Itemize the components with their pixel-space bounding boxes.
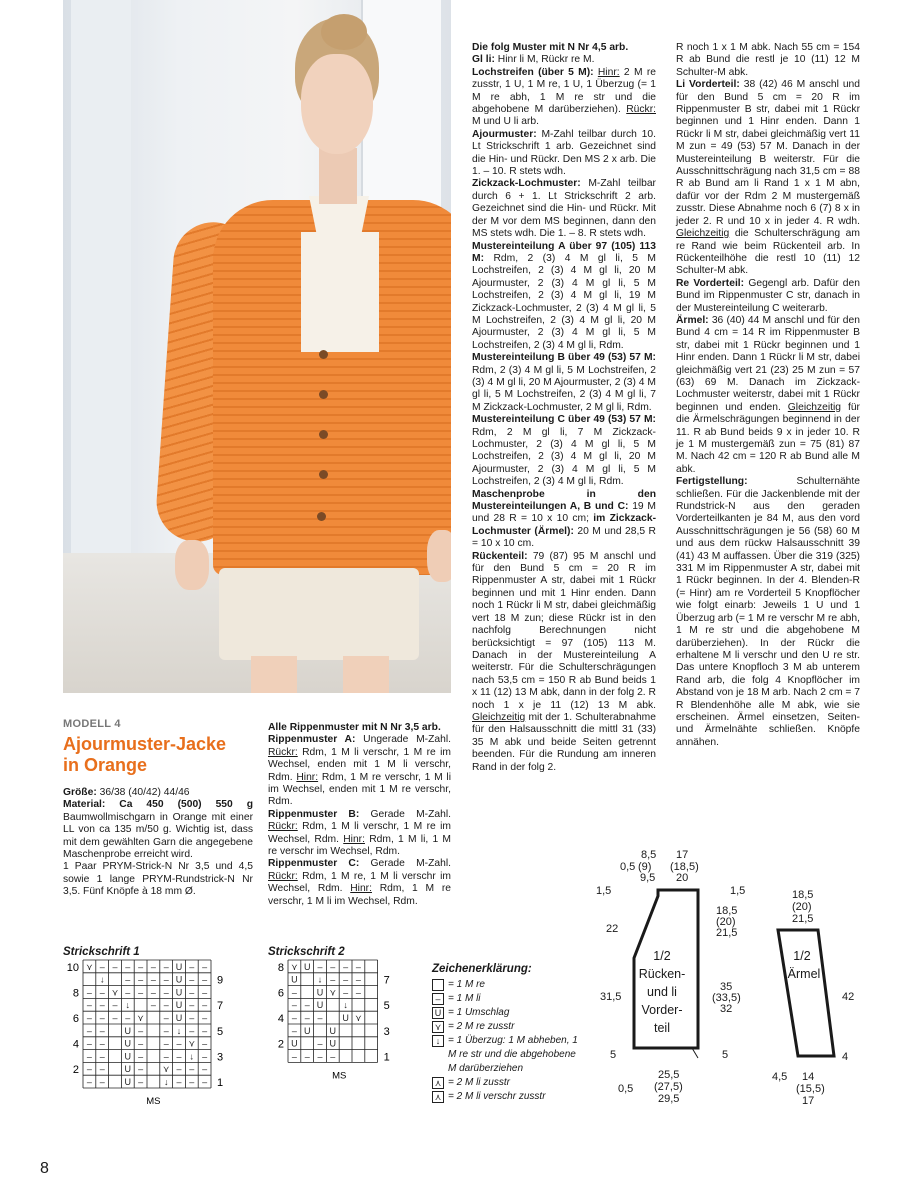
chart2-grid <box>268 960 408 1100</box>
eyelet-right-side-text: 2 M re zusstr, 1 U, 1 M re, 1 U, 1 Überzug (= 1 M re abh, 1 M re str und die abgehobene M darüberziehen). <box>472 66 656 116</box>
chart-symbol: ↓ <box>343 1000 348 1011</box>
reverse-stockinette-label: Gl li: <box>472 54 495 66</box>
chart-row-number: 2 <box>72 1064 79 1077</box>
left-front-text-b: die Schulterschrägung am re Rand wie beim Rückenteil arb. In Rückenteilhöhe die restl 10 (11) 12 Schulter-M abk. <box>676 228 860 277</box>
chart-symbol: – <box>86 987 92 998</box>
chart-symbol: – <box>202 974 208 985</box>
chart-symbol: – <box>202 1025 208 1036</box>
chart-symbol: ⋎ <box>329 987 337 998</box>
rib-a-text: Ungerade M-Zahl. <box>363 734 451 746</box>
chart-symbol: U <box>291 1038 298 1049</box>
legend-item <box>432 1076 582 1090</box>
chart-symbol: – <box>112 961 118 972</box>
model-number-label: MODELL 4 <box>63 718 121 730</box>
chart-symbol: ↓ <box>125 1000 131 1011</box>
chart-symbol: – <box>202 1038 208 1049</box>
dim-neck-1: 8,5 <box>641 849 657 861</box>
chart-symbol: ↓ <box>176 1025 182 1036</box>
page-number: 8 <box>40 1160 49 1177</box>
chart-symbol: – <box>202 1013 208 1023</box>
rib-a-right-side-text: Rdm, 1 M re verschr, 1 M li im Wechsel, enden mit 1 M re verschr, Rdm. <box>268 771 451 808</box>
back-text-a: 79 (87) 95 M anschl und für den Bund 5 cm = 20 R im Rippenmuster A str, dabei mit 1 Rückr beginnen und mit 1 Hinr enden. Dann noch 1 Rückr li M str, dabei gleichmäßig vert 18 M zun; diese Rückr ist in den nachfolg Berechnungen nicht berücksichtigt = 97 (105) 113 M. Danach in der Mustereinteilung A weiterstr. Für die Schulterschrägungen nach 53,5 cm = 150 R ab Bund beids 1 x 11 (12) 13 M abk, dann in der folg 2. R noch 1 x je 11 (12) 13 M abk. <box>472 550 656 711</box>
dim-neck-3: 9,5 <box>640 872 656 884</box>
chart-symbol: – <box>86 1064 92 1075</box>
chart-symbol: – <box>112 1000 118 1011</box>
dim-05-top: 0,5 <box>620 861 636 873</box>
dim-05-bottom: 0,5 <box>618 1083 634 1095</box>
right-front-text: Gegengl arb. Dafür den Bund im Rippenmuster C str, danach in der Mustereinteilung C weiterarb. <box>676 277 860 314</box>
legend-item <box>432 978 582 992</box>
chart-symbol: – <box>163 1013 169 1023</box>
chart-symbol: – <box>176 1038 182 1049</box>
chart-symbol: – <box>189 1000 195 1011</box>
layout-c-label: Mustereinteilung C über 49 (53) 57 M: <box>472 414 656 426</box>
body-label-4: Vorder- <box>641 1003 683 1017</box>
layout-b-text: Rdm, 2 (3) 4 M gl li, 5 M Lochstreifen, 2 (3) 4 M gl li, 20 M Ajourmuster, 2 (3) 4 M gl li, 5 M Lochstreifen, 2 (3) 4 M gl li, 7 M Zickzack-Lochmuster, 2 M gl li, Rdm. <box>472 364 656 413</box>
dim-bund-left: 5 <box>610 1049 617 1061</box>
rib-c-wrong-side-text: Rdm, 1 M re, 1 M li verschr im Wechsel, Rdm. <box>268 870 451 895</box>
layout-a-label: Mustereinteilung A über 97 (105) 113 M: <box>472 240 656 264</box>
chart-symbol: – <box>304 1013 310 1023</box>
chart-symbol: – <box>202 1051 208 1062</box>
chart2-title: Strickschrift 2 <box>268 946 345 958</box>
p2tog-symbol-icon: ⋏ <box>432 1077 444 1089</box>
dim-width-3: 29,5 <box>658 1093 680 1105</box>
chart-symbol: U <box>124 1077 132 1087</box>
dim-neck-2: (9) <box>638 861 652 873</box>
chart-symbol: – <box>86 1077 92 1087</box>
gauge-zigzag-label: im Zickzack-Lochmuster (Ärmel): <box>472 513 656 537</box>
gauge-label: Maschenprobe in den Mustereinteilungen A, B und C: <box>472 488 656 513</box>
gauge-text: 19 M und 28 R = 10 x 10 cm; <box>472 501 656 525</box>
chart-symbol: ↓ <box>163 1077 169 1087</box>
instructions-column-1 <box>472 42 656 774</box>
chart-symbol: – <box>163 987 169 998</box>
chart-symbol: U <box>342 1013 349 1023</box>
sleeve-schematic <box>764 880 864 1110</box>
chart-symbol: ⋎ <box>162 1064 170 1075</box>
chart-symbol: – <box>176 1051 182 1062</box>
p2tog-tbl-symbol-icon: ⋏ <box>432 1091 444 1103</box>
chart-symbol: – <box>355 961 361 972</box>
sleeve-width-1: 14 <box>802 1071 815 1083</box>
chart-symbol: – <box>163 1051 169 1062</box>
chart-symbol: – <box>330 974 336 985</box>
eyelet-stripe-label: Lochstreifen (über 5 M): <box>472 66 594 78</box>
model-photo <box>63 0 451 693</box>
chart-row-number: 4 <box>277 1013 284 1025</box>
dim-width-1: 25,5 <box>658 1069 680 1081</box>
chart-symbol: – <box>138 1077 144 1087</box>
chart1-grid <box>63 960 223 1120</box>
chart-symbol: U <box>316 987 324 998</box>
model-hand-right <box>427 530 451 582</box>
left-front-simultaneously: Gleichzeitig <box>676 228 730 240</box>
rib-c-right-side-label: Hinr: <box>350 883 372 895</box>
sleeve-label-1: 1/2 <box>793 949 811 963</box>
chart-symbol: – <box>150 1000 156 1011</box>
sleeve-length: 42 <box>842 991 855 1003</box>
chart-symbol: – <box>125 961 131 972</box>
legend-item <box>432 1006 582 1020</box>
chart-row-number: 1 <box>217 1077 224 1089</box>
dim-armhole-2: (20) <box>716 916 736 928</box>
body-label-3: und li <box>647 985 677 999</box>
chart-symbol: – <box>138 1025 144 1036</box>
material-label: Material: Ca 450 (500) 550 g <box>63 799 253 811</box>
model-hair-bun <box>321 14 367 50</box>
rib-b-label: Rippenmuster B: <box>268 808 360 820</box>
chart-symbol: – <box>343 961 349 972</box>
chart-symbol: – <box>291 987 297 998</box>
chart-symbol: – <box>138 1038 144 1049</box>
chart-symbol: U <box>316 1000 324 1011</box>
yarn-over-symbol-icon: U <box>432 1007 444 1019</box>
legend-item <box>432 1020 582 1034</box>
chart-symbol: – <box>99 1077 105 1087</box>
chart-symbol: ⋎ <box>86 961 93 972</box>
legend-text: = 2 M li verschr zusstr <box>448 1091 546 1102</box>
chart-symbol: – <box>189 1064 195 1075</box>
sleeve-text-a: 36 (40) 44 M anschl und für den Bund 4 cm = 14 R im Rippenmuster B str, dabei mit 1 Rückr beginnen und 1 Hinr enden. Dann 1 Rückr li M str, dabei gleichmäßig vert 21 (23) 25 M zun = 57 (63) 69 M. Danach im Zickzack-Lochmuster weiterstr, dabei mit 1 Rückr beginnen und enden. <box>676 314 860 413</box>
legend-text: = 1 Umschlag <box>448 1007 510 1018</box>
chart-symbol: – <box>163 961 169 972</box>
chart-symbol: U <box>175 987 183 998</box>
rib-a-label: Rippenmuster A: <box>268 734 356 746</box>
chart-symbol: – <box>163 1038 169 1049</box>
chart-symbol: – <box>150 974 156 985</box>
chart-symbol: – <box>304 1000 310 1011</box>
legend-item <box>432 1090 582 1104</box>
rib-c-label: Rippenmuster C: <box>268 858 360 870</box>
chart-symbol: – <box>163 1000 169 1011</box>
body-label-2: Rücken- <box>638 967 686 981</box>
layout-b-label: Mustereinteilung B über 49 (53) 57 M: <box>472 352 656 364</box>
back-label: Rückenteil: <box>472 550 528 562</box>
model-shorts <box>219 568 419 660</box>
dim-armhole-1: 18,5 <box>716 905 738 917</box>
sleeve-top-1: 18,5 <box>792 889 814 901</box>
eyelet-right-side-label: Hinr: <box>597 66 620 78</box>
chart-symbol: U <box>175 1000 183 1011</box>
chart-symbol: – <box>176 1064 182 1075</box>
chart-repeat-label: MS <box>332 1070 347 1082</box>
chart-row-number: 8 <box>72 987 79 1000</box>
material-text: Baumwollmischgarn in Orange mit einer LL von ca 135 m/50 g. Wichtig ist, dass mit dem gewählten Garn die angegebene Maschenprobe erreicht wird. <box>63 811 253 861</box>
chart-symbol: – <box>86 1051 92 1062</box>
chart-symbol: – <box>355 987 361 998</box>
chart-symbol: – <box>99 961 105 972</box>
zigzag-pattern-text: M-Zahl teilbar durch 6 + 1. Lt Strickschrift 2 arb. Gezeichnet sind die Hin- und Rückr. Mit der M vor dem MS beginnen, dann den MS stets wdh. Die 1. – 8. R stets wdh. <box>472 178 656 240</box>
finishing-text: Schulternähte schließen. Für die Jackenblende mit der Rundstrick-N aus den geraden Vorderteilkanten je 84 M, aus den vord Ausschnittschrägungen je 56 (58) 60 M und aus dem rückw Halsausschnitt 39 (41) 43 M auffassen. Über die 319 (325) 331 M im Rippenmuster A str, dabei mit 1 Rückr beginnen. In der 4. Blenden-R (= Hinr) am re Vorderteil 5 Knopflöcher wie folgt einarb: Jeweils 1 U und 1 Überzug arb (= 1 M re verschr M re abh, 1 M re str und die abgehobene M darüberziehen). In der Rückr die erhaltene M li verschr und den U re str. Das untere Knopfloch 3 M ab unterem Rand arb, die folg 4 Knopflöcher im Abstand von je 18 M arb. Nach 2 cm = 7 R Blendenhöhe alle M abk, wie sie erscheinen. Ärmel einsetzen, Seiten- und Ärmelnähte schließen. Knöpfe annähen. <box>676 476 861 748</box>
body-label-5: teil <box>654 1021 670 1035</box>
chart-symbol: U <box>124 1038 132 1049</box>
dim-armhole-3: 21,5 <box>716 927 738 939</box>
chart-symbol: – <box>189 961 195 972</box>
chart-row-number: 7 <box>383 974 390 987</box>
rib-b-wrong-side-label: Rückr: <box>268 821 298 833</box>
chart-row-number: 5 <box>383 1000 390 1013</box>
chart-symbol: – <box>176 1077 182 1087</box>
purl-symbol-icon: – <box>432 993 444 1005</box>
pattern-title-line1: Ajourmuster-Jacke <box>63 734 227 754</box>
body-schematic <box>592 848 762 1110</box>
chart-symbol: ⋎ <box>111 987 119 998</box>
chart-symbol: U <box>291 974 298 985</box>
model-face <box>301 54 373 154</box>
chart-symbol: U <box>329 1025 337 1036</box>
chart-symbol: – <box>138 987 144 998</box>
chart-symbol: – <box>317 1051 323 1062</box>
knit-symbol-icon <box>432 979 444 991</box>
left-front-label: Li Vorderteil: <box>676 79 740 91</box>
chart-symbol: ⋎ <box>291 961 298 972</box>
chart-row-number: 4 <box>72 1038 79 1051</box>
instructions-column-2 <box>676 42 860 749</box>
chart-row-number: 8 <box>277 961 284 974</box>
chart-row-number: 6 <box>277 987 284 1000</box>
left-front-text-a: 38 (42) 46 M anschl und für den Bund 5 cm = 20 R im Rippenmuster B str, dabei mit 1 Rückr beginnen und 1 Hinr enden. Dann 1 Rückr li M str, dabei gleichmäßig vert 11 M zun = 49 (53) 57 M. Danach in der Mustereinteilung B weiterstr. Für die Ausschnittschrägung nach 31,5 cm = 88 R ab Bund am li Rand 1 x 1 M abn, dafür vor der Rdm 2 M mustergemäß zusstr. Diese Abnahme noch 6 (7) 8 x in jeder 2. R und 10 x in jeder 4. R wdh. <box>676 79 860 227</box>
dim-15-right: 1,5 <box>730 885 746 897</box>
sleeve-top-3: 21,5 <box>792 913 814 925</box>
symbol-legend <box>432 962 582 1104</box>
legend-item <box>432 992 582 1006</box>
chart-symbol: – <box>291 1051 297 1062</box>
chart-repeat-label: MS <box>146 1096 161 1107</box>
back-continued: R noch 1 x 1 M abk. Nach 55 cm = 154 R ab Bund die restl je 10 (11) 12 M Schulter-M abk. <box>676 42 860 78</box>
chart-symbol: – <box>189 987 195 998</box>
dim-shoulder-3: 20 <box>676 872 689 884</box>
chart-symbol: – <box>150 961 156 972</box>
back-simultaneously: Gleichzeitig <box>472 711 526 723</box>
dim-15-left: 1,5 <box>596 885 612 897</box>
legend-text: = 1 M re <box>448 979 485 990</box>
chart-row-number: 10 <box>66 961 79 974</box>
chart-symbol: – <box>138 974 144 985</box>
zigzag-pattern-label: Zickzack-Lochmuster: <box>472 178 581 190</box>
dim-315: 31,5 <box>600 991 622 1003</box>
lace-pattern-text: M-Zahl teilbar durch 10. Lt Strickschrift 1 arb. Gezeichnet sind die Hin- und Rückr. Den MS 2 x arb. Die 1. – 10. R stets wdh. <box>472 128 656 178</box>
chart-symbol: – <box>99 987 105 998</box>
chart-symbol: – <box>99 1038 105 1049</box>
chart-symbol: U <box>303 961 311 972</box>
dim-side-3: 32 <box>720 1003 733 1015</box>
chart-symbol: – <box>189 1077 195 1087</box>
chart-symbol: – <box>202 1064 208 1075</box>
rib-heading: Alle Rippenmuster mit N Nr 3,5 arb. <box>268 722 441 733</box>
legend-title: Zeichenerklärung: <box>432 963 532 975</box>
size-value: 36/38 (40/42) 44/46 <box>99 787 190 798</box>
chart-symbol: – <box>86 1013 92 1023</box>
rib-a-right-side-label: Hinr: <box>296 771 319 783</box>
chart-symbol: – <box>99 1051 105 1062</box>
legend-text: = 1 Überzug: 1 M abheben, 1 M re str und die abgehobene M darüberziehen <box>448 1035 578 1074</box>
rib-b-text: Gerade M-Zahl. <box>370 808 451 820</box>
chart-symbol: – <box>138 1051 144 1062</box>
chart-row-number: 6 <box>72 1013 79 1025</box>
chart-symbol: – <box>112 1013 118 1023</box>
model-hand-left <box>175 540 209 590</box>
finishing-label: Fertigstellung: <box>676 476 748 488</box>
body-label-1: 1/2 <box>653 949 671 963</box>
cardigan-button <box>319 470 328 479</box>
chart-symbol: U <box>303 1025 311 1036</box>
sleeve-top-2: (20) <box>792 901 812 913</box>
legend-item <box>432 1034 582 1076</box>
sleeve-width-2: (15,5) <box>796 1083 825 1095</box>
chart-symbol: U <box>175 961 183 972</box>
rib-b-right-side-label: Hinr: <box>343 833 365 845</box>
chart-symbol: – <box>189 1025 195 1036</box>
pattern-title-line2: in Orange <box>63 755 148 775</box>
chart-symbol: – <box>125 987 131 998</box>
chart-symbol: ⋎ <box>355 1013 362 1023</box>
chart-symbol: ↓ <box>189 1051 195 1062</box>
cardigan-button <box>319 350 328 359</box>
chart-symbol: – <box>163 1025 169 1036</box>
rib-c-right-side-text: Rdm, 1 M re verschr, 1 M li im Wechsel, Rdm. <box>268 883 451 907</box>
needles-text: 1 Paar PRYM-Strick-N Nr 3,5 und 4,5 sowie 1 lange PRYM-Rundstrick-N Nr 3,5. Fünf Knöpfe à 18 mm Ø. <box>63 861 253 898</box>
cardigan-button <box>317 512 326 521</box>
model-leg-left <box>251 656 297 693</box>
rib-a-wrong-side-text: Rdm, 1 M li verschr, 1 M re im Wechsel, enden mit 1 M li verschr, Rdm. <box>268 746 451 783</box>
chart-row-number: 1 <box>383 1051 390 1064</box>
chart-symbol: – <box>163 974 169 985</box>
layout-c-text: Rdm, 2 M gl li, 7 M Zickzack-Lochmuster, 2 (3) 4 M gl li, 5 M Lochstreifen, 2 (3) 4 M gl li, 20 M Ajourmuster, 2 (3) 4 M gl li, 5 M Lochstreifen, 2 (3) 4 M gl li, Rdm. <box>472 426 656 488</box>
cardigan-button <box>319 390 328 399</box>
model-leg-right <box>343 656 389 693</box>
sleeve-45: 4,5 <box>772 1071 788 1083</box>
chart-symbol: – <box>202 987 208 998</box>
chart-symbol: – <box>202 1000 208 1011</box>
chart-symbol: – <box>99 1013 105 1023</box>
rib-c-wrong-side-label: Rückr: <box>268 870 298 882</box>
chart-row-number: 5 <box>217 1025 224 1038</box>
lace-pattern-label: Ajourmuster: <box>472 128 537 140</box>
skp-symbol-icon: ↓ <box>432 1035 444 1047</box>
gauge-zigzag-text: 20 M und 28,5 R = 10 x 10 cm. <box>472 525 656 550</box>
chart-symbol: U <box>124 1051 132 1062</box>
chart-row-number: 2 <box>277 1038 284 1051</box>
dim-bund-right: 5 <box>722 1049 729 1061</box>
reverse-stockinette-text: Hinr li M, Rückr re M. <box>497 54 595 66</box>
chart-symbol: – <box>343 974 349 985</box>
chart-row-number: 3 <box>217 1051 224 1064</box>
sleeve-cuff: 4 <box>842 1051 849 1063</box>
photo-background-window-left <box>71 0 131 560</box>
dim-side-2: (33,5) <box>712 992 741 1004</box>
chart-symbol: – <box>317 961 323 972</box>
chart1-title: Strickschrift 1 <box>63 946 140 958</box>
legend-text: = 1 M li <box>448 993 481 1004</box>
chart-symbol: – <box>86 1025 92 1036</box>
dim-shoulder-2: (18,5) <box>670 861 699 873</box>
right-front-label: Re Vorderteil: <box>676 277 745 289</box>
chart-symbol: – <box>125 1013 131 1023</box>
chart-row-number: 3 <box>383 1025 390 1038</box>
legend-text: = 2 M re zusstr <box>448 1021 515 1032</box>
dim-width-2: (27,5) <box>654 1081 683 1093</box>
chart-symbol: ↓ <box>99 974 105 985</box>
eyelet-wrong-side-label: Rückr: <box>626 104 656 116</box>
chart-symbol: – <box>99 1000 105 1011</box>
pattern-title <box>63 734 226 776</box>
chart-symbol: – <box>202 961 208 972</box>
chart-symbol: – <box>189 1013 195 1023</box>
layout-a-text: Rdm, 2 (3) 4 M gl li, 5 M Lochstreifen, 2 (3) 4 M gl li, 20 M Ajourmuster, 2 (3) 4 M gl li, 5 M Lochstreifen, 2 (3) 4 M gl li, 19 M Zickzack-Lochmuster, 2 (3) 4 M gl li, 5 M Lochstreifen, 2 (3) 4 M gl li, 20 M Ajourmuster, 2 (3) 4 M gl li, 5 M Lochstreifen, 2 (3) 4 M gl li, Rdm. <box>472 252 656 351</box>
chart-symbol: – <box>125 974 131 985</box>
chart-symbol: – <box>330 961 336 972</box>
sleeve-label-2: Ärmel <box>787 967 821 981</box>
chart-symbol: – <box>291 1025 297 1036</box>
specs-block <box>63 787 253 899</box>
chart-symbol: – <box>150 987 156 998</box>
model-neck <box>319 148 357 204</box>
rib-patterns-column <box>268 722 451 908</box>
chart-symbol: – <box>317 1013 323 1023</box>
dim-side-1: 35 <box>720 981 733 993</box>
sleeve-label: Ärmel: <box>676 314 709 326</box>
sleeve-text-b: für die Ärmelschrägungen beginnend in der 11. R ab Bund beids 9 x in jeder 10. R je 1 M mustergemäß zun = 75 (81) 87 M. Nach 42 cm = 120 R ab Bund alle M abk. <box>676 401 860 475</box>
chart-symbol: – <box>99 1064 105 1075</box>
sleeve-simultaneously: Gleichzeitig <box>787 401 842 413</box>
chart-symbol: – <box>202 1077 208 1087</box>
chart-symbol: U <box>124 1064 132 1075</box>
rib-b-wrong-side-text: Rdm, 1 M li verschr, 1 M re im Wechsel, Rdm. <box>268 821 451 845</box>
dim-shoulder-1: 17 <box>676 849 689 861</box>
chart-symbol: – <box>304 1051 310 1062</box>
eyelet-wrong-side-text: M und U li arb. <box>472 116 539 128</box>
chart-symbol: – <box>138 961 144 972</box>
chart-row-number: 7 <box>217 1000 224 1013</box>
chart-symbol: – <box>291 1013 297 1023</box>
chart-row-number: 9 <box>217 974 224 987</box>
rib-b-right-side-text: Rdm, 1 M li, 1 M re verschr im Wechsel, Rdm. <box>268 833 451 858</box>
chart-symbol: ↓ <box>317 974 323 985</box>
chart-symbol: – <box>138 1064 144 1075</box>
legend-text: = 2 M li zusstr <box>448 1077 510 1088</box>
chart-symbol: U <box>175 1013 183 1023</box>
chart-symbol: ⋎ <box>137 1013 144 1023</box>
chart-symbol: U <box>329 1038 337 1049</box>
chart-symbol: – <box>355 974 361 985</box>
dim-22: 22 <box>606 923 619 935</box>
rib-c-text: Gerade M-Zahl. <box>370 858 451 870</box>
k2tog-symbol-icon: ⋎ <box>432 1021 444 1033</box>
chart-symbol: – <box>343 987 349 998</box>
patterns-intro: Die folg Muster mit N Nr 4,5 arb. <box>472 42 629 53</box>
rib-a-wrong-side-label: Rückr: <box>268 746 298 758</box>
chart-symbol: – <box>291 1000 297 1011</box>
chart-symbol: – <box>330 1051 336 1062</box>
back-text-b: mit der 1. Schulterabnahme für den Halsausschnitt die mittl 31 (33) 35 M abk und beide Seiten getrennt beenden. Für die Rundung am inneren Rand in der folg 2. <box>472 711 656 773</box>
chart-symbol: U <box>175 974 183 985</box>
chart-symbol: – <box>99 1025 105 1036</box>
sleeve-width-3: 17 <box>802 1095 815 1107</box>
chart-symbol: ⋎ <box>188 1038 196 1049</box>
chart-symbol: – <box>317 1038 323 1049</box>
size-label: Größe: <box>63 787 97 798</box>
chart-symbol: – <box>189 974 195 985</box>
chart-symbol: U <box>124 1025 132 1036</box>
cardigan-button <box>319 430 328 439</box>
chart-symbol: – <box>86 1038 92 1049</box>
chart-symbol: – <box>86 1000 92 1011</box>
